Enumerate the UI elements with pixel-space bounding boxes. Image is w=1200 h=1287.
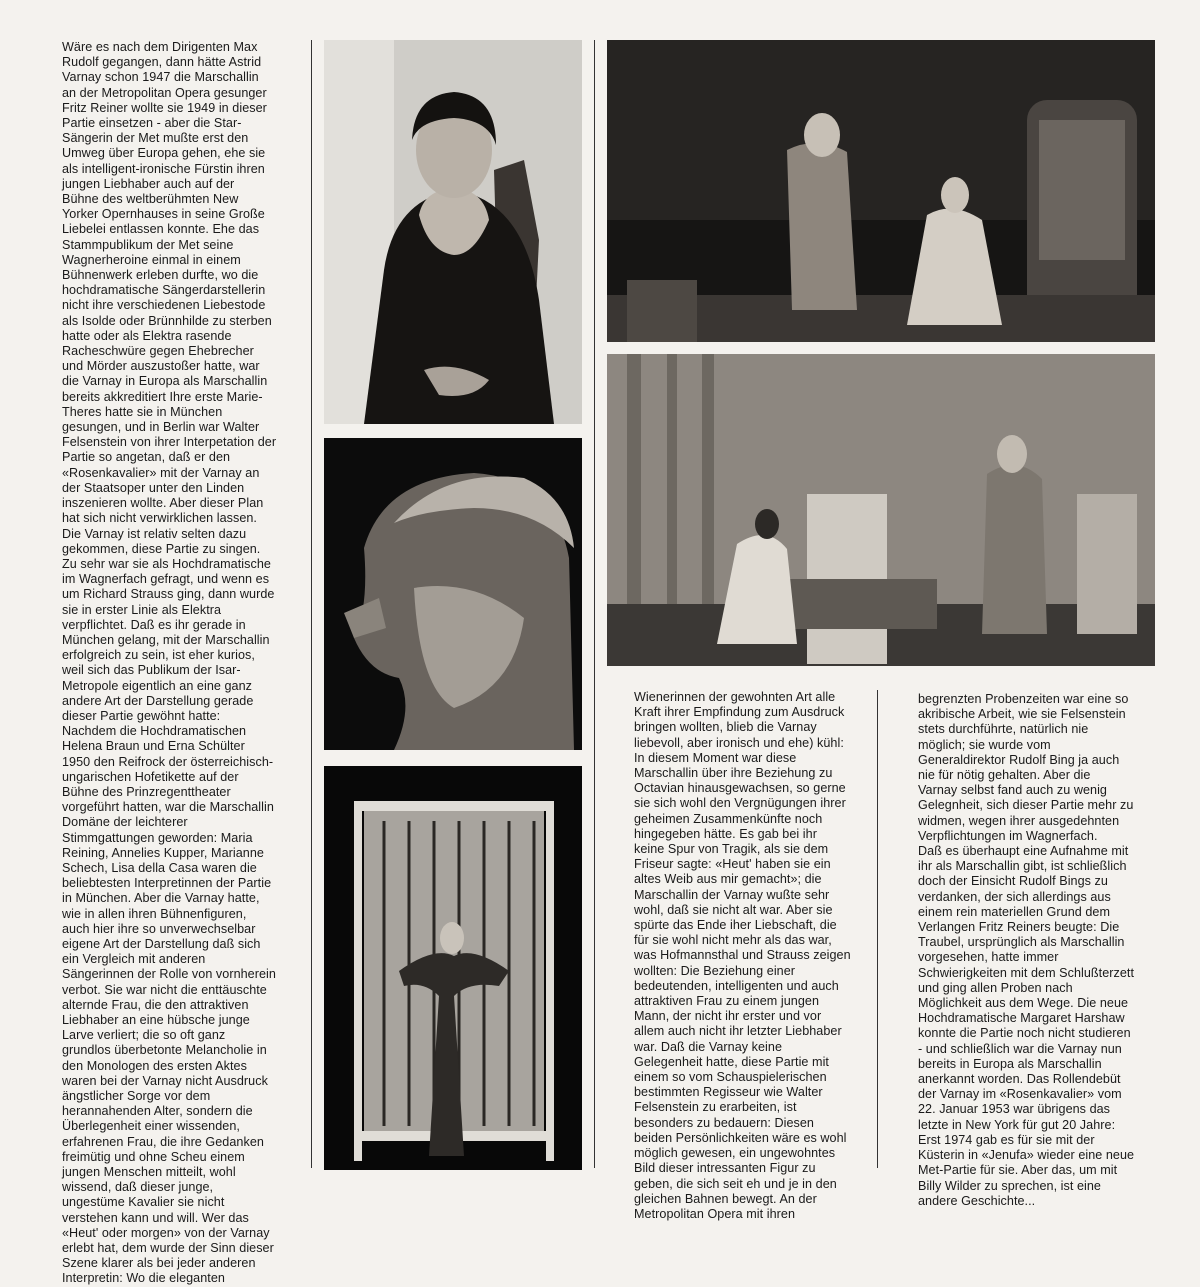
article-column-middle: Wienerinnen der gewohnten Art alle Kraft ihrer Empfindung zum Ausdruck bringen wollten, blieb die Varnay liebevoll, aber ironisch und ehe) kühl: In diesem Moment war diese Marschallin über ihre Beziehung zu Octavian hinausgewachsen, so gerne sie sich wohl den Vergnügungen ihrer geheimen Zusammenkünfte noch hingegeben hätte. Es gab bei ihr keine Spur von Tragik, als sie dem Friseur sagte: «Heut' haben sie ein altes Weib aus mir gemacht»; die Marschallin der Varnay wußte sehr wohl, daß sie nicht alt war. Aber sie spürte das Ende iher Liebschaft, die für sie wohl nicht mehr als das war, was Hofmannsthal und Strauss zeigen wollten: Die Beziehung einer bedeutenden, intelligenten und auch attraktiven Frau zu einem jungen Mann, der nicht ihr erster und vor allem auch nicht ihr letzter Liebhaber war. Daß die Varnay keine Gelegenheit hatte, diese Partie mit einem so vom Schauspielerischen bestimmten Regisseur wie Walter Felsenstein zu erarbeiten, ist besonders zu bedauern: Diesen beiden Persönlichkeiten wäre es wohl möglich gewesen, ein ungewohntes Bild dieser intressanten Figur zu geben, die sich seit eh und je in den gleichen Bahnen bewegt. An der Metropolitan Opera mit ihren: [634, 690, 851, 1221]
column-divider-right: [877, 690, 878, 1168]
photo-portrait-seated: [324, 40, 582, 424]
photo-stage-screen: [324, 766, 582, 1170]
column-divider-center: [594, 40, 595, 1168]
article-column-left: Wäre es nach dem Dirigenten Max Rudolf gegangen, dann hätte Astrid Varnay schon 1947 die Marschallin an der Metropolitan Opera gesunger Fritz Reiner wollte sie 1949 in dieser Partie einsetzen - aber die Star- Sängerin der Met mußte erst den Umweg über Europa gehen, ehe sie als intelligent-ironische Fürstin ihren jungen Liebhaber auch auf der Bühne des weltberühmten New Yorker Opernhauses in seine Große Liebelei entlassen konnte. Ehe das Stammpublikum der Met seine Wagnerheroine einmal in einem Bühnenwerk erleben durfte, wo die hochdramatische Sängerdarstellerin nicht ihre verschiedenen Liebestode als Isolde oder Brünnhilde zu sterben hatte oder als Elektra rasende Racheschwüre gegen Ehebrecher und Mörder auszustoßer hatte, war die Varnay in Europa als Marschallin bereits akkreditiert Ihre erste Marie- Theres hatte sie in München gesungen, und in Berlin war Walter Felsenstein von ihrer Interpetation der Partie so angetan, daß er den «Rosenkavalier» mit der Varnay an der Staatsoper unter den Linden inszenieren wollte. Aber dieser Plan hat sich nicht verwirklichen lassen. Die Varnay ist relativ selten dazu gekommen, diese Partie zu singen. Zu sehr war sie als Hochdramatische im Wagnerfach gefragt, und wenn es um Richard Strauss ging, dann wurde sie in erster Linie als Elektra verpflichtet. Daß es ihr gerade in München gelang, mit der Marschallin erfolgreich zu sein, ist eher kurios, weil sich das Publikum der Isar- Metropole eigentlich an eine ganz andere Art der Darstellung gerade dieser Partie gewöhnt hatte: Nachdem die Hochdramatischen Helena Braun und Erna Schülter 1950 den Reifrock der österreichisch- ungarischen Hofetikette auf der Bühne des Prinzregenttheater vorgeführt hatten, war die Marschallin Domäne der leichterer Stimmgattungen geworden: Maria Reining, Annelies Kupper, Marianne Schech, Lisa della Casa waren die beliebtesten Interpretinnen der Partie in München. Aber die Varnay hatte, wie in allen ihren Bühnenfiguren, auch hier ihre so unverwechselbar eigene Art der Darstellung daß sich ein Vergleich mit anderen Sängerinnen der Rolle von vornherein verbot. Sie war nicht die enttäuschte alternde Frau, die den attraktiven Liebhaber an eine hübsche junge Larve verliert; die so oft ganz grundlos überbetonte Melancholie in den Monologen des ersten Aktes waren bei der Varnay nicht Ausdruck ängstlicher Sorge vor dem herannahenden Alter, sondern die Überlegenheit einer wissenden, erfahrenen Frau, die ihre Gedanken freimütig und ohne Scheu einem jungen Menschen mitteilt, wohl wissend, daß dieser junge, ungestüme Kavalier sie nicht verstehen kann und will. Wer das «Heut' oder morgen» von der Varnay erlebt hat, dem wurde der Sinn dieser Szene klarer als bei jeder anderen Interpretin: Wo die eleganten: [62, 40, 277, 1286]
column-divider-left: [311, 40, 312, 1168]
photo-portrait-profile: [324, 438, 582, 750]
photo-stage-scene-lower: [607, 354, 1155, 666]
photo-stage-scene-upper: [607, 40, 1155, 342]
article-column-right: begrenzten Probenzeiten war eine so akribische Arbeit, wie sie Felsenstein stets durchführte, natürlich nie möglich; sie wurde vom Generaldirektor Rudolf Bing ja auch nie für nötig gehalten. Aber die Varnay selbst fand auch zu wenig Gelegnheit, sich dieser Partie mehr zu widmen, wegen ihrer ausgedehnten Verpflichtungen im Wagnerfach. Daß es überhaupt eine Aufnahme mit ihr als Marschallin gibt, ist schließlich doch der Einsicht Rudolf Bings zu verdanken, der sich allerdings aus einem rein materiellen Grund dem Verlangen Fritz Reiners beugte: Die Traubel, ursprünglich als Marschallin vorgesehen, hatte immer Schwierigkeiten mit dem Schlußterzett und ging allen Proben nach Möglichkeit aus dem Wege. Die neue Hochdramatische Margaret Harshaw konnte die Partie noch nicht studieren - und schließlich war die Varnay nun bereits in Europa als Marschallin anerkannt worden. Das Rollendebüt der Varnay im «Rosenkavalier» vom 22. Januar 1953 war übrigens das letzte in New York für gut 20 Jahre: Erst 1974 gab es für sie mit der Küsterin in «Jenufa» wieder eine neue Met-Partie für sie. Aber das, um mit Billy Wilder zu sprechen, ist eine andere Geschichte...: [918, 692, 1135, 1208]
